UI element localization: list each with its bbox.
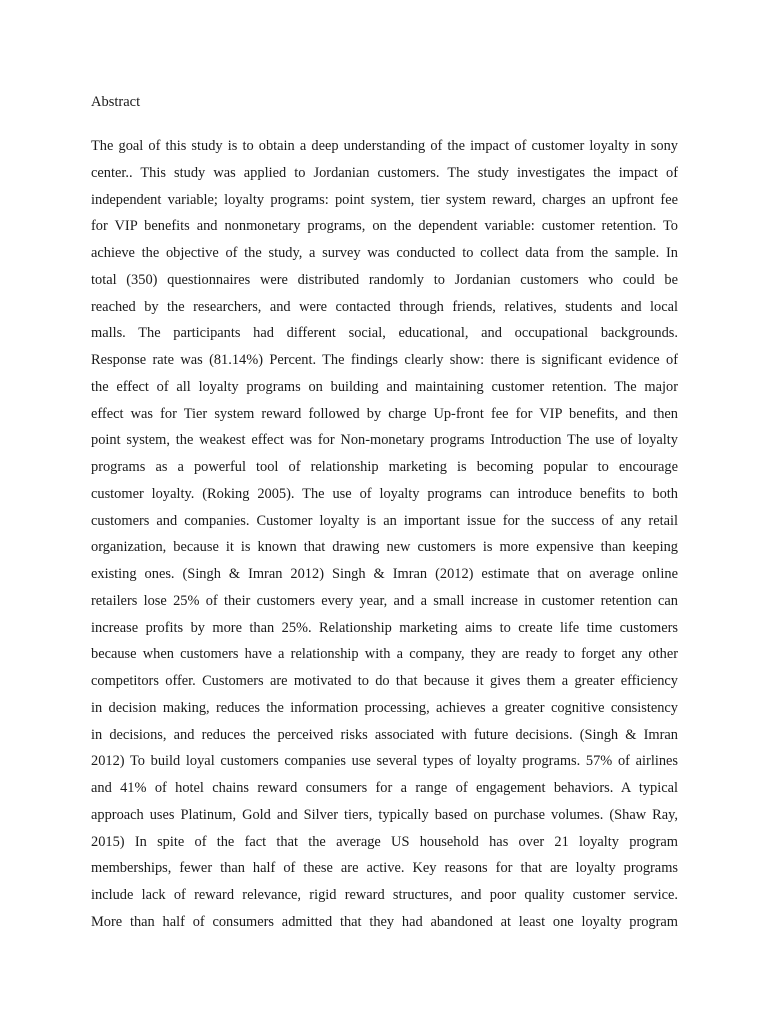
page-title: Abstract — [91, 94, 141, 110]
text-line: customers and companies. Customer loyalty is an important issue for the success of any retail — [91, 512, 678, 529]
text-line: approach uses Platinum, Gold and Silver tiers, typically based on purchase volumes. (Shaw Ray, — [91, 806, 678, 823]
text-line: existing ones. (Singh & Imran 2012) Singh & Imran (2012) estimate that on average online — [91, 566, 678, 582]
text-line: increase profits by more than 25%. Relationship marketing aims to create life time customers — [91, 619, 678, 636]
abstract-body — [91, 133, 678, 936]
text-line: organization, because it is known that drawing new customers is more expensive than keeping — [91, 539, 678, 556]
text-line: and 41% of hotel chains reward consumers for a range of engagement behaviors. A typical — [91, 780, 678, 796]
text-line: 2012) To build loyal customers companies use several types of loyalty programs. 57% of airlines — [91, 753, 678, 770]
text-line: total (350) questionnaires were distributed randomly to Jordanian customers who could be — [91, 271, 678, 288]
text-line: independent variable; loyalty programs: point system, tier system reward, charges an upfront fee — [91, 191, 678, 208]
text-line: effect was for Tier system reward followed by charge Up-front fee for VIP benefits, and then — [91, 405, 678, 422]
text-line: The goal of this study is to obtain a deep understanding of the impact of customer loyalty in sony — [91, 138, 678, 154]
text-line: customer loyalty. (Roking 2005). The use of loyalty programs can introduce benefits to both — [91, 485, 678, 502]
text-line: achieve the objective of the study, a survey was conducted to collect data from the sample. In — [91, 245, 678, 261]
text-line: malls. The participants had different social, educational, and occupational backgrounds. — [91, 325, 678, 342]
text-line: More than half of consumers admitted that they had abandoned at least one loyalty program — [91, 913, 678, 930]
text-line: Response rate was (81.14%) Percent. The findings clearly show: there is significant evidence of — [91, 352, 678, 368]
text-line: because when customers have a relationship with a company, they are ready to forget any other — [91, 646, 678, 663]
text-line: memberships, fewer than half of these are active. Key reasons for that are loyalty programs — [91, 860, 678, 877]
text-line: include lack of reward relevance, rigid reward structures, and poor quality customer service. — [91, 887, 678, 903]
text-line: competitors offer. Customers are motivated to do that because it gives them a greater efficiency — [91, 673, 678, 689]
text-line: reached by the researchers, and were contacted through friends, relatives, students and local — [91, 298, 678, 315]
text-line: 2015) In spite of the fact that the average US household has over 21 loyalty program — [91, 833, 678, 850]
text-line: retailers lose 25% of their customers every year, and a small increase in customer retention can — [91, 592, 678, 609]
text-line: the effect of all loyalty programs on building and maintaining customer retention. The major — [91, 378, 678, 395]
text-line: for VIP benefits and nonmonetary programs, on the dependent variable: customer retention. To — [91, 218, 678, 235]
text-line: center.. This study was applied to Jordanian customers. The study investigates the impact of — [91, 164, 678, 181]
text-line: in decisions, and reduces the perceived risks associated with future decisions. (Singh & Imran — [91, 726, 678, 743]
text-line: point system, the weakest effect was for Non-monetary programs Introduction The use of loyalty — [91, 432, 678, 449]
text-line: programs as a powerful tool of relationship marketing is becoming popular to encourage — [91, 459, 678, 475]
text-line: in decision making, reduces the information processing, achieves a greater cognitive consistency — [91, 699, 678, 716]
